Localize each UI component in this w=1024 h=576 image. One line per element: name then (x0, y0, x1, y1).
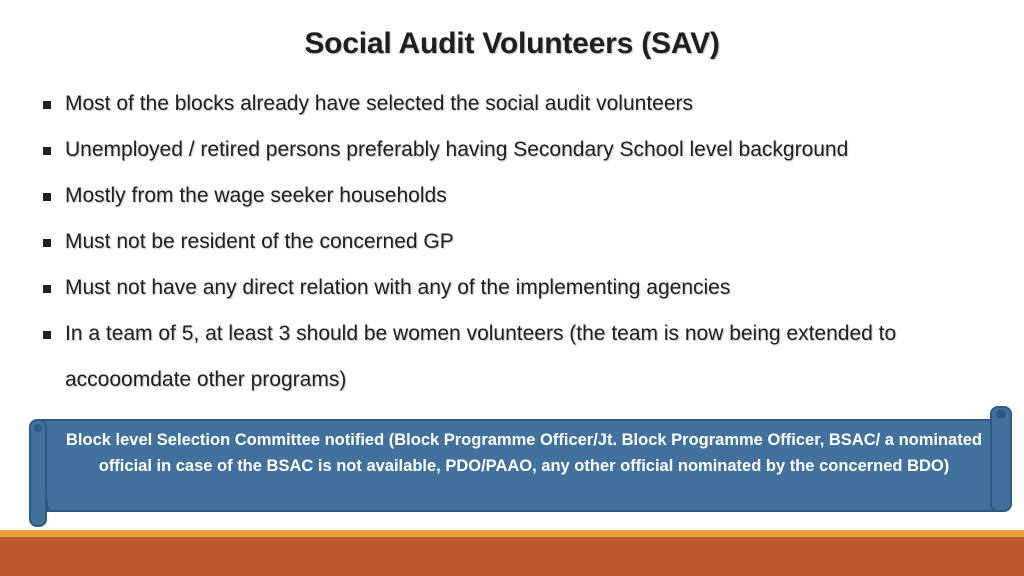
bullet-text-1: Most of the blocks already have selected the social audit volunteers (65, 92, 694, 115)
square-bullet-icon (43, 147, 51, 155)
bullet-text-5: Must not have any direct relation with any of the implementing agencies (65, 276, 731, 299)
footer-accent-line (0, 530, 1024, 537)
slide-title: Social Audit Volunteers (SAV) (304, 27, 720, 60)
bullet-text-6: In a team of 5, at least 3 should be women volunteers (the team is now being extended to accooomdate other programs) (65, 322, 897, 391)
scroll-note: Block level Selection Committee notified (Block Programme Officer/Jt. Block Programme Officer, BSAC/ a nominated official in case of the BSAC is not available, PDO/PAAO, any other official nominated by the concerned BDO) (66, 431, 982, 475)
square-bullet-icon (43, 331, 51, 339)
square-bullet-icon (43, 193, 51, 201)
square-bullet-icon (43, 101, 51, 109)
square-bullet-icon (43, 239, 51, 247)
scroll-banner (28, 405, 1014, 528)
bullet-text-3: Mostly from the wage seeker households (65, 184, 447, 207)
square-bullet-icon (43, 285, 51, 293)
footer-bar (0, 537, 1024, 576)
bullet-text-4: Must not be resident of the concerned GP (65, 230, 454, 253)
bullet-text-2: Unemployed / retired persons preferably having Secondary School level background (65, 138, 849, 161)
